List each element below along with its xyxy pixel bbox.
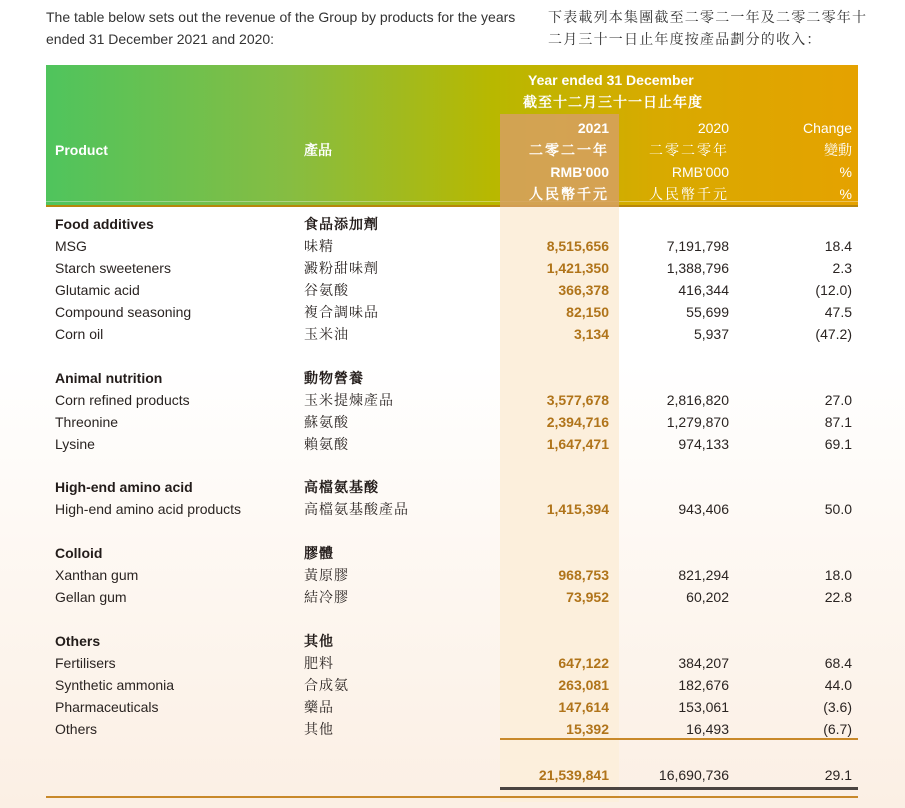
change-percent: 2.3 [832, 260, 852, 276]
header-period-en: Year ended 31 December [528, 72, 694, 88]
product-name-en: Fertilisers [55, 655, 116, 671]
product-name-en: Corn refined products [55, 392, 190, 408]
product-name-en: Lysine [55, 436, 95, 452]
product-name-zh: 動物營養 [304, 370, 364, 386]
product-name-zh: 味精 [304, 238, 334, 254]
total-row [0, 764, 905, 786]
table-row [0, 235, 905, 257]
table-row [0, 411, 905, 433]
revenue-2021: 8,515,656 [546, 238, 609, 254]
total-double-rule [500, 787, 858, 790]
table-row [0, 301, 905, 323]
change-percent: 44.0 [824, 677, 852, 693]
header-2021-year-zh: 二零二一年 [529, 142, 609, 158]
header-change: Change [802, 120, 852, 136]
intro-english: The table below sets out the revenue of the Group by products for the years ended 31 December 2021 and 2020: [46, 9, 516, 47]
change-percent: (6.7) [823, 721, 852, 737]
revenue-2020: 2,816,820 [666, 392, 729, 408]
product-name-zh: 谷氨酸 [304, 282, 349, 298]
product-name-zh: 複合調味品 [304, 304, 379, 320]
product-name-en: Others [55, 721, 98, 737]
change-percent: 50.0 [824, 501, 852, 517]
table-row [0, 586, 905, 608]
category-row [0, 630, 905, 652]
table-row [0, 389, 905, 411]
product-name-en: Corn oil [55, 326, 104, 342]
revenue-2020: 153,061 [678, 699, 729, 715]
table-row [0, 718, 905, 740]
revenue-2021: 147,614 [558, 699, 609, 715]
total-2020: 16,690,736 [658, 767, 729, 783]
header-2020-unit-zh: 人民幣千元 [649, 186, 729, 202]
product-name-en: Xanthan gum [55, 567, 139, 583]
table-row [0, 696, 905, 718]
change-percent: (12.0) [815, 282, 852, 298]
revenue-2020: 1,279,870 [666, 414, 729, 430]
total-change: 29.1 [824, 767, 852, 783]
change-percent: 69.1 [824, 436, 852, 452]
subtotal-rule [500, 738, 858, 740]
revenue-2021: 1,647,471 [546, 436, 609, 452]
product-name-en: Food additives [55, 216, 154, 232]
product-name-en: Synthetic ammonia [55, 677, 175, 693]
product-name-zh: 藥品 [304, 699, 334, 715]
revenue-2020: 60,202 [686, 589, 729, 605]
table-row [0, 674, 905, 696]
category-row [0, 542, 905, 564]
table-row [0, 564, 905, 586]
revenue-2021: 647,122 [558, 655, 609, 671]
product-name-zh: 其他 [304, 633, 334, 649]
header-period-zh: 截至十二月三十一日止年度 [523, 94, 703, 110]
product-name-zh: 澱粉甜味劑 [304, 260, 379, 276]
revenue-2021: 366,378 [558, 282, 609, 298]
header-product-zh: 產品 [304, 142, 332, 158]
header-2020-unit: RMB'000 [671, 164, 729, 180]
table-row [0, 433, 905, 455]
revenue-2021: 3,577,678 [546, 392, 609, 408]
revenue-2021: 263,081 [558, 677, 609, 693]
product-name-en: Threonine [55, 414, 119, 430]
product-name-zh: 肥料 [304, 655, 334, 671]
header-change-unit: % [839, 164, 852, 180]
total-2021: 21,539,841 [538, 767, 609, 783]
revenue-2020: 7,191,798 [666, 238, 729, 254]
product-name-en: High-end amino acid products [55, 501, 241, 517]
table-row [0, 498, 905, 520]
revenue-2021: 3,134 [573, 326, 609, 342]
product-name-zh: 玉米提煉產品 [304, 392, 394, 408]
change-percent: 27.0 [824, 392, 852, 408]
table-row [0, 652, 905, 674]
revenue-2021: 15,392 [566, 721, 609, 737]
revenue-2021: 1,415,394 [546, 501, 609, 517]
revenue-2020: 16,493 [686, 721, 729, 737]
revenue-2020: 384,207 [678, 655, 729, 671]
revenue-2021: 82,150 [566, 304, 609, 320]
revenue-2020: 974,133 [678, 436, 729, 452]
change-percent: 18.4 [824, 238, 852, 254]
change-percent: 22.8 [824, 589, 852, 605]
product-name-zh: 結冷膠 [304, 589, 349, 605]
product-name-en: High-end amino acid [55, 479, 193, 495]
header-2021-unit-zh: 人民幣千元 [529, 186, 609, 202]
change-percent: 47.5 [824, 304, 852, 320]
revenue-2021: 73,952 [566, 589, 609, 605]
product-name-zh: 其他 [304, 721, 334, 737]
product-name-en: Gellan gum [55, 589, 127, 605]
product-name-en: Compound seasoning [55, 304, 192, 320]
category-row [0, 213, 905, 235]
product-name-en: Glutamic acid [55, 282, 140, 298]
revenue-2020: 5,937 [693, 326, 729, 342]
product-name-zh: 高檔氨基酸 [304, 479, 379, 495]
table-row [0, 257, 905, 279]
product-name-zh: 食品添加劑 [304, 216, 379, 232]
product-name-zh: 玉米油 [304, 326, 349, 342]
revenue-2020: 1,388,796 [666, 260, 729, 276]
header-change-unit-zh: % [839, 186, 852, 202]
table-row [0, 323, 905, 345]
intro-chinese: 下表載列本集團截至二零二一年及二零二零年十二月三十一日止年度按產品劃分的收入： [548, 9, 868, 47]
product-name-zh: 合成氨 [304, 677, 349, 693]
table-header [46, 65, 858, 207]
header-2021-unit: RMB'000 [550, 164, 609, 180]
table-bottom-rule [46, 796, 858, 798]
category-row [0, 367, 905, 389]
product-name-zh: 賴氨酸 [304, 436, 349, 452]
table-row [0, 279, 905, 301]
revenue-2020: 416,344 [678, 282, 729, 298]
revenue-2020: 55,699 [686, 304, 729, 320]
header-2021-year: 2021 [577, 120, 609, 136]
header-product-en: Product [55, 142, 108, 158]
product-name-en: Animal nutrition [55, 370, 163, 386]
change-percent: 87.1 [824, 414, 852, 430]
product-name-en: Others [55, 633, 101, 649]
product-name-zh: 高檔氨基酸產品 [304, 501, 409, 517]
revenue-2021: 968,753 [558, 567, 609, 583]
header-2020-year: 2020 [697, 120, 729, 136]
product-name-en: Starch sweeteners [55, 260, 171, 276]
product-name-zh: 黃原膠 [304, 567, 349, 583]
change-percent: 68.4 [824, 655, 852, 671]
revenue-2020: 182,676 [678, 677, 729, 693]
revenue-2021: 2,394,716 [546, 414, 609, 430]
change-percent: 18.0 [824, 567, 852, 583]
product-name-zh: 膠體 [304, 545, 334, 561]
header-2020-year-zh: 二零二零年 [649, 142, 729, 158]
revenue-2021: 1,421,350 [546, 260, 609, 276]
product-name-en: MSG [55, 238, 87, 254]
revenue-2020: 821,294 [678, 567, 729, 583]
product-name-en: Colloid [55, 545, 103, 561]
product-name-zh: 蘇氨酸 [304, 414, 349, 430]
header-change-zh: 變動 [824, 142, 852, 158]
category-row [0, 476, 905, 498]
change-percent: (47.2) [815, 326, 852, 342]
product-name-en: Pharmaceuticals [55, 699, 159, 715]
revenue-2020: 943,406 [678, 501, 729, 517]
change-percent: (3.6) [823, 699, 852, 715]
